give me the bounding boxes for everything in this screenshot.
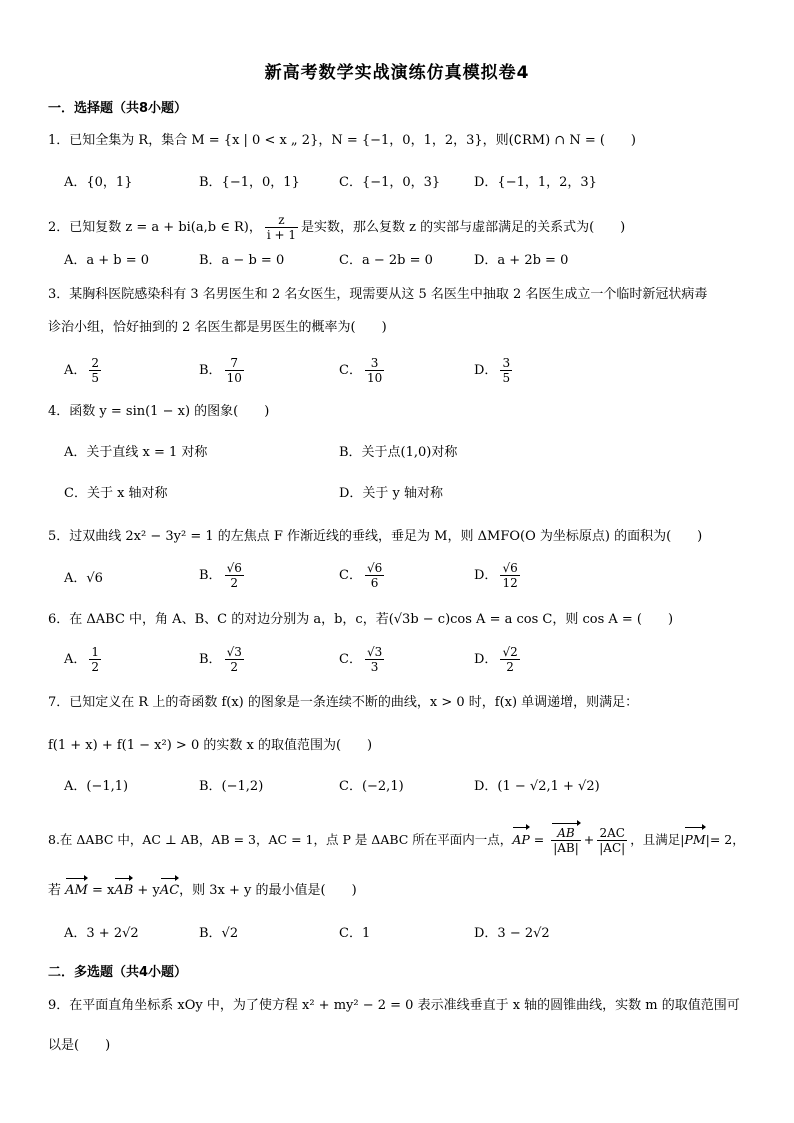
q3-b-label: B．	[199, 363, 222, 378]
q2-option-c: C．a − 2b = 0	[339, 253, 433, 268]
question-2	[48, 213, 748, 242]
q8-vec-ap: AP	[512, 830, 529, 850]
question-8-line-1: 8.在 ΔABC 中，AC ⊥ AB，AB = 3，AC = 1，点 P 是 ΔABC 所在平面内一点，AP = $\frac{AB}{|AB|}$ + $\frac{2AC}{|AC|}$ ，且满足|PM|= 2，	[48, 826, 745, 855]
q8-line2d: ，则 3x + y 的最小值是( )	[179, 883, 357, 898]
q6-c-num: √3	[366, 645, 383, 659]
q5-option-d	[474, 561, 523, 590]
question-7-line-1: 7．已知定义在 R 上的奇函数 f(x) 的图象是一条连续不断的曲线，x > 0 时，f(x) 单调递增，则满足：	[48, 695, 639, 710]
q2-option-b: B．a − b = 0	[199, 253, 285, 268]
q8-line2a: 若	[48, 883, 66, 898]
q1-option-d: D．{−1，1，2，3}	[474, 175, 597, 190]
q6-a-den: 2	[91, 660, 100, 674]
q3-option-b	[199, 356, 247, 385]
q3-c-label: C．	[339, 363, 362, 378]
q6-option-d	[474, 645, 523, 674]
q1-option-b: B．{−1，0，1}	[199, 175, 300, 190]
q3-a-label: A．	[64, 363, 87, 378]
q6-d-label: D．	[474, 652, 498, 667]
q6-d-num: √2	[502, 645, 518, 659]
q8-frac-2	[597, 826, 627, 855]
q5-b-frac	[225, 561, 244, 590]
q5-option-a	[64, 569, 103, 589]
q4-option-b: B．关于点(1,0)对称	[339, 445, 458, 460]
q3-b-frac	[225, 356, 244, 385]
q2-prefix: 2．已知复数 z = a + bi(a,b ∈ R)，	[48, 220, 262, 235]
q8-f1-num: AB	[551, 826, 581, 841]
q3-d-label: D．	[474, 363, 498, 378]
q8-line1c: |= 2，	[705, 832, 745, 847]
q5-option-b	[199, 561, 247, 590]
q8-option-d: D．3 − 2√2	[474, 926, 550, 941]
q6-option-b	[199, 645, 247, 674]
q6-b-num: √3	[226, 645, 242, 659]
q1-option-c: C．{−1，0，3}	[339, 175, 441, 190]
q5-b-num: √6	[226, 561, 242, 575]
q7-option-d: D．(1 − √2,1 + √2)	[474, 779, 600, 794]
q5-c-den: 6	[370, 576, 379, 590]
q3-b-den: 10	[226, 371, 242, 385]
q8-f1-den: |AB|	[553, 841, 579, 855]
q6-a-label: A．	[64, 652, 87, 667]
q3-c-den: 10	[366, 371, 383, 385]
q3-c-frac	[365, 356, 384, 385]
question-3-line-1: 3．某胸科医院感染科有 3 名男医生和 2 名女医生，现需要从这 5 名医生中抽取 2 名医生成立一个临时新冠状病毒	[48, 287, 708, 302]
q7-option-b: B．(−1,2)	[199, 779, 264, 794]
q8-f2-num: 2AC	[597, 826, 627, 841]
q6-b-frac	[225, 645, 244, 674]
question-9-line-2: 以是( )	[48, 1038, 111, 1053]
q8-f2-den: |AC|	[599, 841, 626, 855]
q3-option-a	[64, 356, 104, 385]
question-9-line-1: 9．在平面直角坐标系 xOy 中，为了使方程 x² + my² − 2 = 0 表示准线垂直于 x 轴的圆锥曲线，实数 m 的取值范围可	[48, 998, 740, 1013]
q8-option-b: B．√2	[199, 926, 239, 941]
q5-d-label: D．	[474, 568, 498, 583]
q6-option-c	[339, 645, 387, 674]
q8-line2b: = x	[87, 883, 115, 898]
question-1: 1．已知全集为 R，集合 M = {x | 0 < x „ 2}，N = {−1，0，1，2，3}，则(∁RM) ∩ N = ( )	[48, 133, 637, 148]
q3-a-num: 2	[91, 356, 100, 370]
q3-option-d	[474, 356, 515, 385]
q8-line1a: 8.在 ΔABC 中，AC ⊥ AB，AB = 3，AC = 1，点 P 是 ΔABC 所在平面内一点，	[48, 832, 513, 847]
q6-c-den: 3	[370, 660, 379, 674]
q6-b-den: 2	[230, 660, 239, 674]
q5-option-c	[339, 561, 387, 590]
q5-b-den: 2	[230, 576, 239, 590]
q2-option-d: D．a + 2b = 0	[474, 253, 569, 268]
q6-a-num: 1	[91, 645, 100, 659]
q6-option-a	[64, 645, 104, 674]
q5-c-frac	[365, 561, 384, 590]
q3-a-den: 5	[91, 371, 100, 385]
q8-line2c: + y	[133, 883, 160, 898]
q4-option-c: C．关于 x 轴对称	[64, 486, 168, 501]
q8-vec-ac: AC	[160, 881, 179, 901]
section-heading-multi: 二．多选题（共4小题）	[48, 965, 188, 980]
q8-vec-am: AM	[65, 881, 88, 901]
question-3-line-2: 诊治小组，恰好抽到的 2 名医生都是男医生的概率为( )	[48, 320, 387, 335]
question-5: 5．过双曲线 2x² − 3y² = 1 的左焦点 F 作渐近线的垂线，垂足为 M，则 ΔMFO(O 为坐标原点) 的面积为( )	[48, 529, 703, 544]
q2-frac-den: i + 1	[266, 228, 296, 242]
q5-c-label: C．	[339, 568, 362, 583]
q8-frac-1	[551, 826, 581, 855]
q2-option-a: A．a + b = 0	[64, 253, 150, 268]
q5-d-num: √6	[502, 561, 518, 575]
q4-option-d: D．关于 y 轴对称	[339, 486, 444, 501]
q2-frac-num: z	[265, 213, 298, 228]
q1-option-a: A．{0，1}	[64, 175, 133, 190]
q2-suffix: 是实数，那么复数 z 的实部与虚部满足的关系式为( )	[300, 220, 626, 235]
q6-b-label: B．	[199, 652, 222, 667]
q7-option-a: A．(−1,1)	[64, 779, 129, 794]
question-8-line-2	[48, 881, 748, 901]
q3-d-den: 5	[502, 371, 511, 385]
q4-option-a: A．关于直线 x = 1 对称	[64, 445, 208, 460]
question-7-line-2: f(1 + x) + f(1 − x²) > 0 的实数 x 的取值范围为( )	[48, 738, 373, 753]
question-6: 6．在 ΔABC 中，角 A、B、C 的对边分别为 a，b，c，若(√3b − c)cos A = a cos C，则 cos A = ( )	[48, 612, 674, 627]
question-4: 4．函数 y = sin(1 − x) 的图象( )	[48, 404, 270, 419]
q5-a-value: √6	[86, 571, 103, 586]
q6-a-frac	[89, 645, 101, 674]
q3-option-c	[339, 356, 387, 385]
q6-c-frac	[365, 645, 384, 674]
q8-option-c: C．1	[339, 926, 371, 941]
q8-line1b: ，且满足|	[630, 832, 685, 847]
q3-d-frac	[500, 356, 512, 385]
q6-d-den: 2	[506, 660, 514, 674]
q2-fraction	[265, 213, 298, 242]
q5-c-num: √6	[366, 561, 383, 575]
q7-option-c: C．(−2,1)	[339, 779, 404, 794]
q3-c-num: 3	[365, 356, 384, 371]
q3-b-num: 7	[225, 356, 244, 371]
q3-a-frac	[89, 356, 101, 385]
q5-a-label: A．	[64, 571, 87, 586]
page-title: 新高考数学实战演练仿真模拟卷4	[264, 63, 530, 83]
q8-vec-pm: PM	[684, 830, 705, 850]
q6-c-label: C．	[339, 652, 362, 667]
q3-d-num: 3	[502, 356, 511, 370]
q8-option-a: A．3 + 2√2	[64, 926, 139, 941]
q6-d-frac	[500, 645, 519, 674]
q5-b-label: B．	[199, 568, 222, 583]
q8-vec-ab: AB	[114, 881, 133, 901]
q5-d-den: 12	[502, 576, 518, 590]
section-heading-choice: 一．选择题（共8小题）	[48, 101, 188, 116]
q5-d-frac	[500, 561, 519, 590]
